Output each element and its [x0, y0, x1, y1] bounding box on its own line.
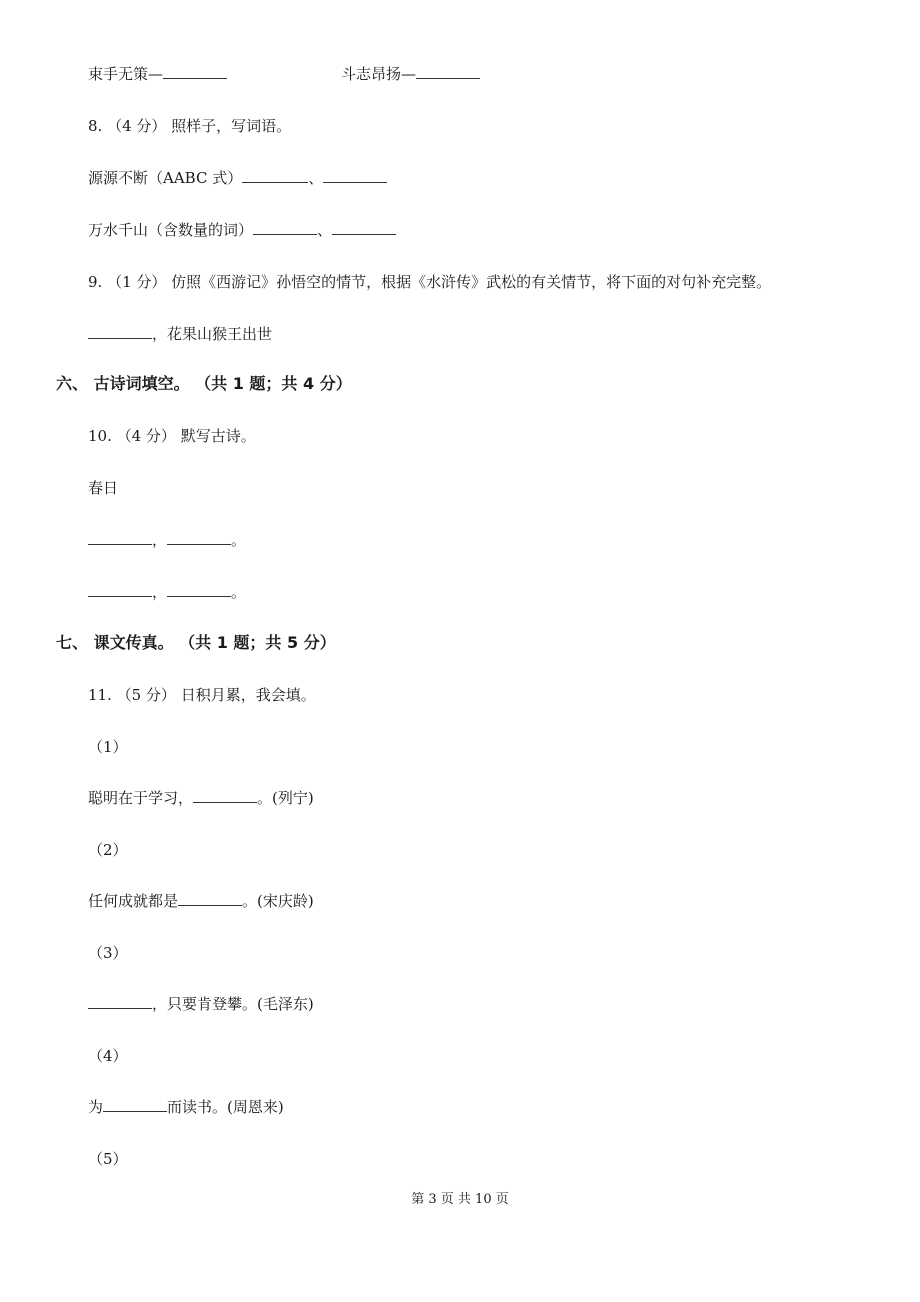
text: 。 [231, 531, 247, 549]
answer-blank[interactable] [323, 168, 387, 183]
answer-blank[interactable] [332, 220, 396, 235]
text: 源源不断（AABC 式） [88, 169, 243, 187]
part-4-line [88, 1097, 284, 1117]
question-11: 11. （5 分） 日积月累，我会填。 [88, 686, 316, 704]
section-7-heading: 七、 课文传真。 （共 1 题；共 5 分） [56, 633, 336, 652]
part-2-line [88, 891, 314, 911]
text: ， [152, 531, 168, 549]
text: 聪明在于学习， [88, 789, 194, 807]
part-3-label: （3） [88, 944, 128, 962]
answer-blank[interactable] [178, 891, 242, 906]
text: 任何成就都是 [88, 892, 179, 910]
text: 。(列宁) [257, 789, 314, 807]
part-5-label: （5） [88, 1150, 128, 1168]
answer-blank[interactable] [416, 64, 480, 79]
answer-blank[interactable] [88, 994, 152, 1009]
section-6-heading: 六、 古诗词填空。 （共 1 题；共 4 分） [56, 374, 352, 393]
text: 束手无策— [88, 65, 164, 83]
answer-blank[interactable] [163, 64, 227, 79]
page-footer: 第 3 页 共 10 页 [411, 1192, 509, 1207]
poem-line-1 [88, 530, 246, 550]
text: 。 [231, 583, 247, 601]
poem-line-2 [88, 582, 246, 602]
part-1-line [88, 788, 314, 808]
answer-blank[interactable] [242, 168, 308, 183]
part-4-label: （4） [88, 1047, 128, 1065]
text: 万水千山（含数量的词） [88, 221, 254, 239]
text: 而读书。(周恩来) [167, 1098, 284, 1116]
text: 、 [308, 169, 324, 187]
question-9: 9. （1 分） 仿照《西游记》孙悟空的情节，根据《水浒传》武松的有关情节，将下面的对句补充完整。 [88, 273, 772, 291]
answer-blank[interactable] [88, 582, 152, 597]
q8-line-2 [88, 220, 396, 240]
text: ，只要肯登攀。(毛泽东) [152, 995, 314, 1013]
answer-blank[interactable] [253, 220, 317, 235]
part-1-label: （1） [88, 738, 128, 756]
answer-blank[interactable] [193, 788, 257, 803]
text: 。(宋庆龄) [242, 892, 314, 910]
answer-blank[interactable] [167, 530, 231, 545]
answer-blank[interactable] [103, 1097, 167, 1112]
question-10: 10. （4 分） 默写古诗。 [88, 427, 256, 445]
line-shushou [88, 64, 227, 84]
answer-blank[interactable] [167, 582, 231, 597]
text: 斗志昂扬— [341, 65, 417, 83]
text: 、 [317, 221, 333, 239]
poem-title: 春日 [88, 479, 119, 497]
answer-blank[interactable] [88, 530, 152, 545]
text: ， [152, 583, 168, 601]
line-douzhi [341, 64, 480, 84]
q9-line [88, 324, 272, 344]
q8-line-1 [88, 168, 387, 188]
answer-blank[interactable] [88, 324, 152, 339]
text: ，花果山猴王出世 [152, 325, 273, 343]
part-3-line [88, 994, 314, 1014]
part-2-label: （2） [88, 841, 128, 859]
question-8: 8. （4 分） 照样子，写词语。 [88, 117, 292, 135]
text: 为 [88, 1098, 104, 1116]
